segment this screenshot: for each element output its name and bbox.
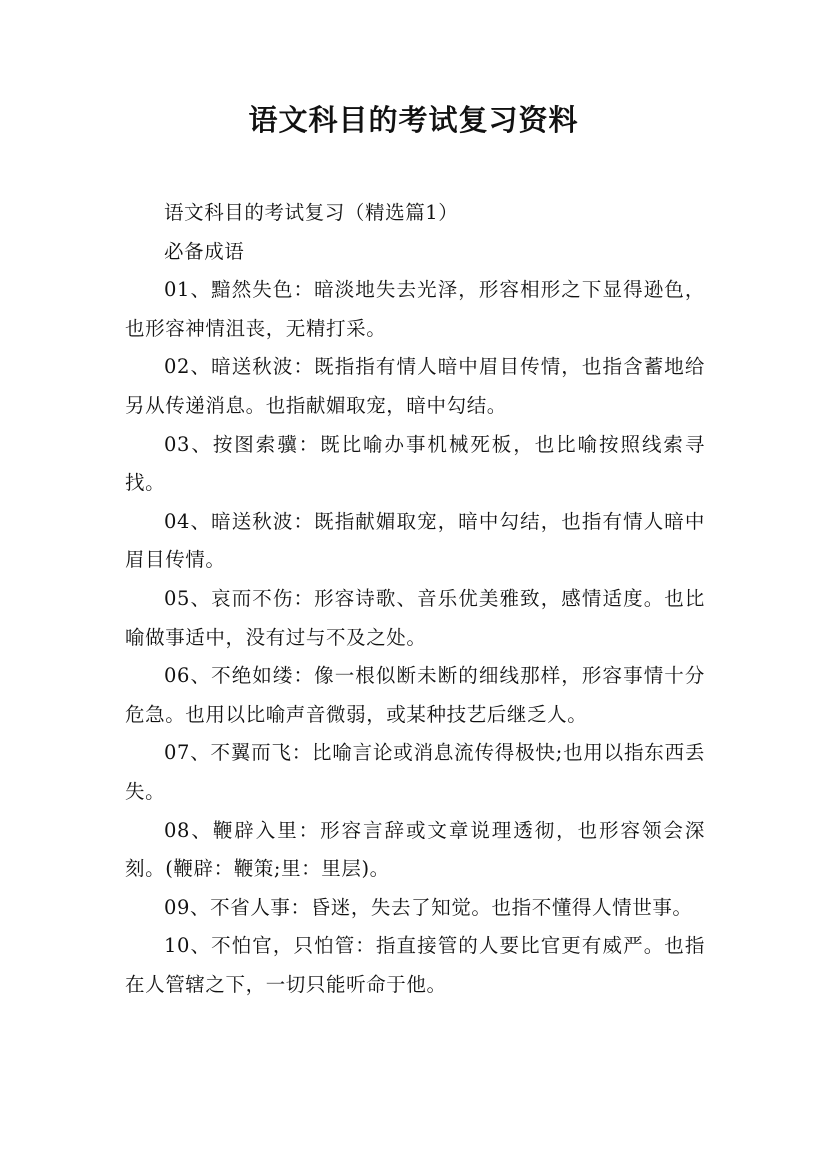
document-title: 语文科目的考试复习资料 — [248, 103, 579, 137]
idiom-entry-09: 09、不省人事：昏迷，失去了知觉。也指不懂得人情世事。 — [164, 895, 693, 919]
idiom-entry-10: 10、不怕官，只怕管：指直接管的人要比官更有威严。也指在人管辖之下，一切只能听命于他。 — [125, 934, 705, 996]
subsection-heading: 必备成语 — [164, 239, 245, 263]
idiom-entry-01: 01、黯然失色：暗淡地失去光泽，形容相形之下显得逊色，也形容神情沮丧，无精打采。 — [125, 278, 705, 340]
document-body — [125, 194, 705, 1004]
idiom-entry-06: 06、不绝如缕：像一根似断未断的细线那样，形容事情十分危急。也用以比喻声音微弱，或某种技艺后继乏人。 — [125, 664, 705, 726]
idiom-entry-05: 05、哀而不伤：形容诗歌、音乐优美雅致，感情适度。也比喻做事适中，没有过与不及之处。 — [125, 586, 705, 649]
idiom-entry-07: 07、不翼而飞：比喻言论或消息流传得极快;也用以指东西丢失。 — [125, 741, 705, 803]
idiom-entry-08: 08、鞭辟入里：形容言辞或文章说理透彻，也形容领会深刻。(鞭辟：鞭策;里：里层)。 — [125, 818, 705, 881]
idiom-entry-03: 03、按图索骥：既比喻办事机械死板，也比喻按照线索寻找。 — [125, 432, 705, 495]
section-heading: 语文科目的考试复习（精选篇1） — [164, 201, 459, 224]
idiom-entry-04: 04、暗送秋波：既指献媚取宠，暗中勾结，也指有情人暗中眉目传情。 — [125, 509, 705, 572]
idiom-entry-02: 02、暗送秋波：既指指有情人暗中眉目传情，也指含蓄地给另从传递消息。也指献媚取宠，暗中勾结。 — [125, 355, 705, 417]
